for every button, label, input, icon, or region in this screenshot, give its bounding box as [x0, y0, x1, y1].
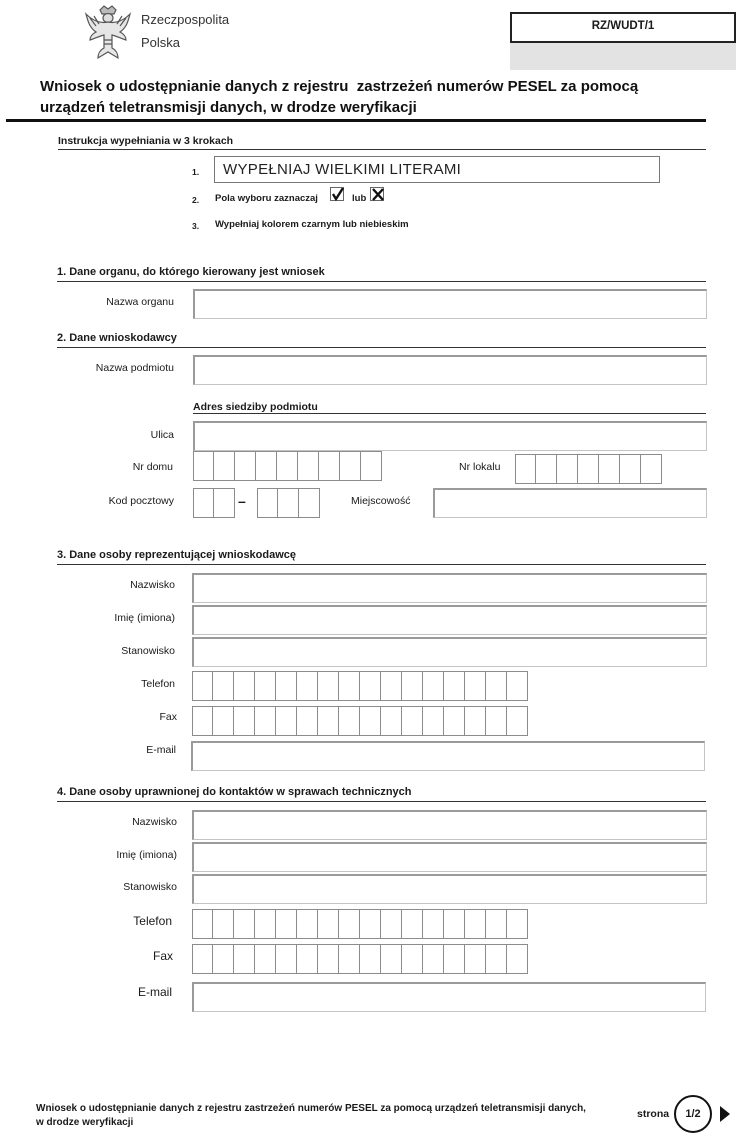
section1-title: 1. Dane organu, do którego kierowany jest wniosek [57, 266, 325, 278]
city-input[interactable] [433, 488, 707, 518]
tech-surname-label: Nazwisko [132, 816, 177, 828]
footer-text [36, 1102, 586, 1130]
instructions-heading: Instrukcja wypełniania w 3 krokach [58, 135, 234, 147]
title-divider [6, 119, 706, 122]
section3-title: 3. Dane osoby reprezentującej wnioskodawcę [57, 549, 297, 561]
step1-number: 1. [192, 167, 200, 177]
page-number-badge [674, 1095, 712, 1133]
page-number: 1/2 [685, 1108, 701, 1120]
postal-code-label: Kod pocztowy [108, 495, 174, 507]
rep-surname-label: Nazwisko [130, 579, 175, 591]
tech-surname-input[interactable] [192, 810, 707, 840]
postal-code-dash: – [238, 493, 246, 509]
rep-first-names-label: Imię (imiona) [114, 612, 175, 624]
tech-phone-cells[interactable] [192, 909, 528, 939]
organ-name-label: Nazwa organu [106, 296, 174, 308]
step3-number: 3. [192, 221, 200, 231]
rep-position-input[interactable] [192, 637, 707, 667]
rep-first-names-input[interactable] [192, 605, 707, 635]
house-number-cells[interactable] [193, 451, 382, 481]
footer-text-line2: w drodze weryfikacji [36, 1117, 134, 1128]
section2-title: 2. Dane wnioskodawcy [57, 332, 177, 344]
entity-name-label: Nazwa podmiotu [95, 362, 174, 374]
entity-name-input[interactable] [193, 355, 707, 385]
x-mark-icon [370, 187, 384, 201]
rep-phone-cells[interactable] [192, 671, 528, 701]
section1-divider [57, 281, 706, 282]
section4-title: 4. Dane osoby uprawnionej do kontaktów w sprawach technicznych [57, 786, 412, 798]
country-name-line1: Rzeczpospolita [141, 12, 230, 27]
postal-code-second-cells[interactable] [257, 488, 320, 518]
step3-text: Wypełniaj kolorem czarnym lub niebieskim [215, 219, 409, 230]
tech-phone-label: Telefon [133, 914, 172, 928]
tech-email-label: E-mail [137, 985, 172, 999]
step2-text: Pola wyboru zaznaczaj [215, 193, 318, 204]
flat-number-cells[interactable] [515, 454, 662, 484]
eagle-emblem-icon [82, 4, 134, 60]
rep-fax-cells[interactable] [192, 706, 528, 736]
checkmark-icon [330, 187, 344, 201]
next-page-arrow-icon[interactable] [719, 1106, 731, 1122]
step1-text: WYPEŁNIAJ WIELKIMI LITERAMI [223, 161, 462, 178]
rep-email-label: E-mail [146, 744, 176, 756]
rep-email-input[interactable] [191, 741, 705, 771]
house-number-label: Nr domu [132, 461, 173, 473]
page-title [40, 76, 638, 118]
address-heading: Adres siedziby podmiotu [193, 401, 318, 413]
section3-divider [57, 564, 706, 565]
country-name-line2: Polska [141, 35, 181, 50]
rep-position-label: Stanowisko [121, 645, 175, 657]
street-input[interactable] [193, 421, 707, 451]
tech-position-input[interactable] [192, 874, 707, 904]
tech-fax-label: Fax [152, 949, 173, 963]
tech-first-names-label: Imię (imiona) [116, 849, 177, 861]
page-title-line2: urządzeń teletransmisji danych, w drodze weryfikacji [40, 99, 417, 116]
form-code-box [510, 12, 736, 70]
rep-fax-label: Fax [159, 711, 177, 723]
tech-first-names-input[interactable] [192, 842, 707, 872]
address-divider [193, 413, 706, 414]
flat-number-label: Nr lokalu [459, 461, 501, 473]
page-label: strona [637, 1108, 670, 1120]
postal-code-first-cells[interactable] [193, 488, 235, 518]
section4-divider [57, 801, 706, 802]
rep-phone-label: Telefon [141, 678, 175, 690]
city-label: Miejscowość [351, 495, 411, 507]
rep-surname-input[interactable] [192, 573, 707, 603]
section2-divider [57, 347, 706, 348]
tech-fax-cells[interactable] [192, 944, 528, 974]
form-code: RZ/WUDT/1 [591, 20, 655, 32]
instructions-divider [58, 149, 706, 150]
tech-email-input[interactable] [192, 982, 706, 1012]
footer-text-line1: Wniosek o udostępnianie danych z rejestru zastrzeżeń numerów PESEL za pomocą urządzeń teletransmisji danych, [36, 1103, 586, 1114]
organ-name-input[interactable] [193, 289, 707, 319]
street-label: Ulica [150, 429, 174, 441]
step2-number: 2. [192, 195, 200, 205]
page-title-line1: Wniosek o udostępnianie danych z rejestru zastrzeżeń numerów PESEL za pomocą [40, 78, 639, 95]
tech-position-label: Stanowisko [123, 881, 177, 893]
step2-or: lub [352, 193, 367, 204]
